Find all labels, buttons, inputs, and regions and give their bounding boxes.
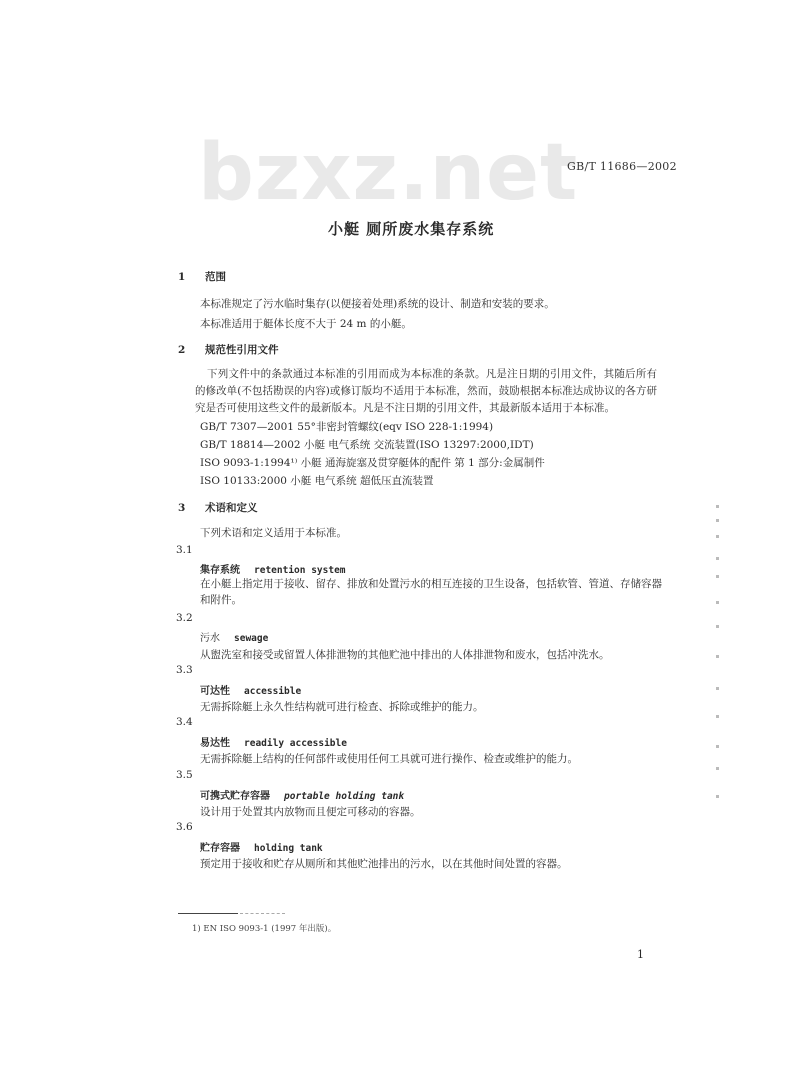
terms-intro: 下列术语和定义适用于本标准。	[200, 527, 347, 539]
term-cn: 易达性	[200, 738, 230, 749]
document-title: 小艇 厕所废水集存系统	[328, 220, 495, 238]
term-definition: 预定用于接收和贮存从厕所和其他贮池排出的污水，以在其他时间处置的容器。	[200, 858, 568, 870]
term-cn: 可携式贮存容器	[200, 791, 270, 802]
scope-line: 本标准适用于艇体长度不大于 24 m 的小艇。	[200, 318, 412, 330]
term-definition: 在小艇上指定用于接收、留存、排放和处置污水的相互连接的卫生设备，包括软管、管道、存储容器和附件。	[200, 578, 662, 606]
term-en: holding tank	[254, 843, 323, 854]
term-number: 3.2	[176, 612, 193, 624]
reference-item: GB/T 18814—2002 小艇 电气系统 交流装置(ISO 13297:2000,IDT)	[200, 439, 534, 451]
term-number: 3.5	[176, 769, 193, 781]
term-cn: 可达性	[200, 686, 230, 697]
footnote-rule-faint	[240, 913, 285, 914]
term-number: 3.3	[176, 664, 193, 676]
term-heading	[200, 682, 301, 697]
term-en: accessible	[244, 686, 302, 697]
term-heading	[200, 561, 346, 576]
footnote-rule	[178, 913, 238, 914]
reference-item: ISO 9093-1:1994¹⁾ 小艇 通海旋塞及贯穿艇体的配件 第 1 部分:金属制件	[200, 457, 545, 469]
section-heading-terms	[178, 500, 257, 515]
term-heading	[200, 629, 268, 644]
term-definition: 无需拆除艇上结构的任何部件或使用任何工具就可进行操作、检查或维护的能力。	[200, 753, 578, 765]
term-number: 3.1	[176, 544, 193, 556]
term-heading	[200, 734, 347, 749]
term-cn: 贮存容器	[200, 843, 240, 854]
standard-number: GB/T 11686—2002	[567, 160, 677, 173]
term-en: portable holding tank	[284, 791, 405, 802]
watermark-text: bzxz.net	[198, 128, 579, 218]
term-en: sewage	[234, 633, 269, 644]
section-number: 3	[178, 502, 186, 514]
footnote: 1) EN ISO 9093-1 (1997 年出版)。	[192, 924, 337, 934]
section-number: 1	[178, 271, 186, 283]
term-definition: 设计用于处置其内放物而且便定可移动的容器。	[200, 806, 421, 818]
term-en: retention system	[254, 565, 346, 576]
reference-item: ISO 10133:2000 小艇 电气系统 超低压直流装置	[200, 475, 434, 487]
term-number: 3.4	[176, 716, 193, 728]
term-heading	[200, 839, 323, 854]
term-definition: 无需拆除艇上永久性结构就可进行检查、拆除或维护的能力。	[200, 701, 484, 713]
scan-artifacts	[716, 505, 726, 805]
term-cn: 集存系统	[200, 565, 240, 576]
section-title: 规范性引用文件	[204, 344, 279, 356]
scope-line: 本标准规定了污水临时集存(以便接着处理)系统的设计、制造和安装的要求。	[200, 298, 555, 310]
section-heading-scope	[178, 269, 226, 284]
term-heading	[200, 787, 404, 802]
section-number: 2	[178, 344, 186, 356]
term-number: 3.6	[176, 821, 193, 833]
term-cn: 污水	[200, 633, 220, 644]
term-en: readily accessible	[244, 738, 347, 749]
term-definition: 从盥洗室和接受或留置人体排泄物的其他贮池中排出的人体排泄物和废水，包括冲洗水。	[200, 649, 610, 661]
section-title: 范围	[204, 271, 226, 283]
page-number: 1	[637, 948, 644, 961]
reference-item: GB/T 7307—2001 55°非密封管螺纹(eqv ISO 228-1:1994)	[200, 421, 494, 433]
section-heading-references	[178, 342, 278, 357]
references-intro: 下列文件中的条款通过本标准的引用而成为本标准的条款。凡是注日期的引用文件，其随后所有的修改单(不包括勘误的内容)或修订版均不适用于本标准，然而，鼓励根据本标准达成协议的各方研究是否可使用这些文件的最新版本。凡是不注日期的引用文件，其最新版本适用于本标准。	[195, 368, 657, 414]
section-title: 术语和定义	[204, 502, 258, 514]
